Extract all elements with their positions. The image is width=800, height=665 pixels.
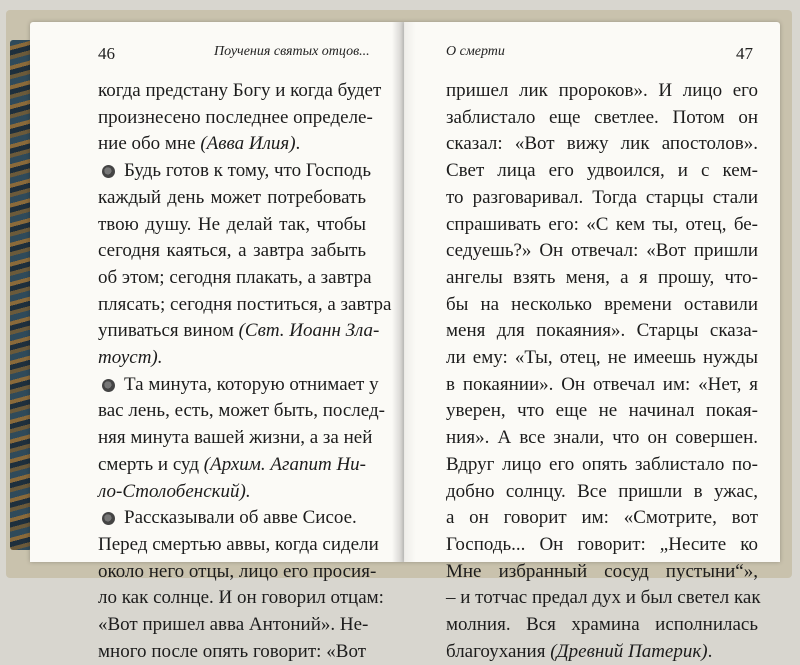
text-line: то разговаривал. Тогда старцы стали — [446, 186, 758, 208]
text-line: ло как солнце. И он говорил отцам: — [98, 587, 384, 609]
text-line: Вдруг лицо его опять заблистало по- — [446, 453, 758, 475]
right-page-number: 47 — [736, 44, 753, 63]
text-line: ние обо мне (Авва Илия). — [98, 133, 301, 155]
text-line: в покаянии». Он отвечал им: «Нет, я — [446, 373, 758, 395]
left-page-number: 46 — [98, 44, 115, 63]
text-line: меня для покаяния». Старцы сказа- — [446, 320, 758, 342]
text-line: когда предстану Богу и когда будет — [98, 80, 382, 101]
text-line: Та минута, которую отнимает у — [98, 372, 366, 399]
text-line: няя минута вашей жизни, а за ней — [98, 427, 373, 449]
text-line: плясать; сегодня поститься, а завтра — [98, 293, 392, 315]
cover-decoration — [10, 40, 32, 550]
text-line: пришел лик пророков». И лицо его — [446, 80, 758, 101]
right-running-head: О смерти — [446, 44, 505, 59]
text-line: ния». А все знали, что он совершен. — [446, 427, 758, 449]
text-line: тоуст). — [98, 347, 163, 369]
text-line: бы на несколько времени оставили — [446, 293, 758, 315]
text-line: сегодня каяться, а завтра забыть — [98, 240, 366, 262]
text-line: седуешь?» Он отвечал: «Вот пришли — [446, 240, 758, 262]
text-line: смерть и суд (Архим. Агапит Ни- — [98, 453, 366, 475]
text-line: уверен, что еще не начинал покая- — [446, 400, 758, 422]
text-line: упиваться вином (Свт. Иоанн Зла- — [98, 320, 380, 342]
right-page-text — [446, 78, 761, 665]
left-page-text — [98, 78, 392, 665]
text-line: Господь... Он говорит: „Несите ко — [446, 533, 758, 555]
text-line: спрашивать его: «С кем ты, отец, бе- — [446, 213, 758, 235]
text-line: «Вот пришел авва Антоний». Не- — [98, 614, 369, 636]
text-line: Свет лица его удвоился, и с кем- — [446, 160, 758, 182]
text-line: ли ему: «Ты, отец, не имеешь нужды — [446, 347, 758, 369]
text-line: вас лень, есть, может быть, послед- — [98, 400, 385, 422]
text-line: об этом; сегодня плакать, а завтра — [98, 266, 372, 288]
text-line: много после опять говорит: «Вот — [98, 640, 366, 662]
text-line: твою душу. Не делай так, чтобы — [98, 213, 366, 235]
text-line: сказал: «Вот вижу лик апостолов». — [446, 133, 758, 155]
text-line: благоухания (Древний Патерик). — [446, 640, 713, 662]
text-line: Рассказывали об авве Сисое. — [98, 505, 366, 532]
text-line: заблистало еще светлее. Потом он — [446, 106, 758, 128]
text-line: Мне избранный сосуд пустыни“», — [446, 560, 758, 582]
text-line: около него отцы, лицо его просия- — [98, 560, 377, 582]
text-line: добно солнцу. Все пришли в ужас, — [446, 480, 758, 502]
text-line: каждый день может потребовать — [98, 186, 366, 208]
text-line: – и тотчас предал дух и был светел как — [446, 587, 761, 609]
text-line: Будь готов к тому, что Господь — [98, 158, 366, 185]
text-line: Перед смертью аввы, когда сидели — [98, 533, 379, 555]
text-line: произнесено последнее определе- — [98, 106, 373, 128]
text-line: ангелы взять меня, а я прошу, что- — [446, 266, 758, 288]
text-line: молния. Вся храмина исполнилась — [446, 614, 758, 636]
text-line: ло-Столобенский). — [98, 480, 251, 502]
text-line: а он говорит им: «Смотрите, вот — [446, 507, 758, 529]
left-running-head: Поучения святых отцов... — [214, 44, 370, 59]
